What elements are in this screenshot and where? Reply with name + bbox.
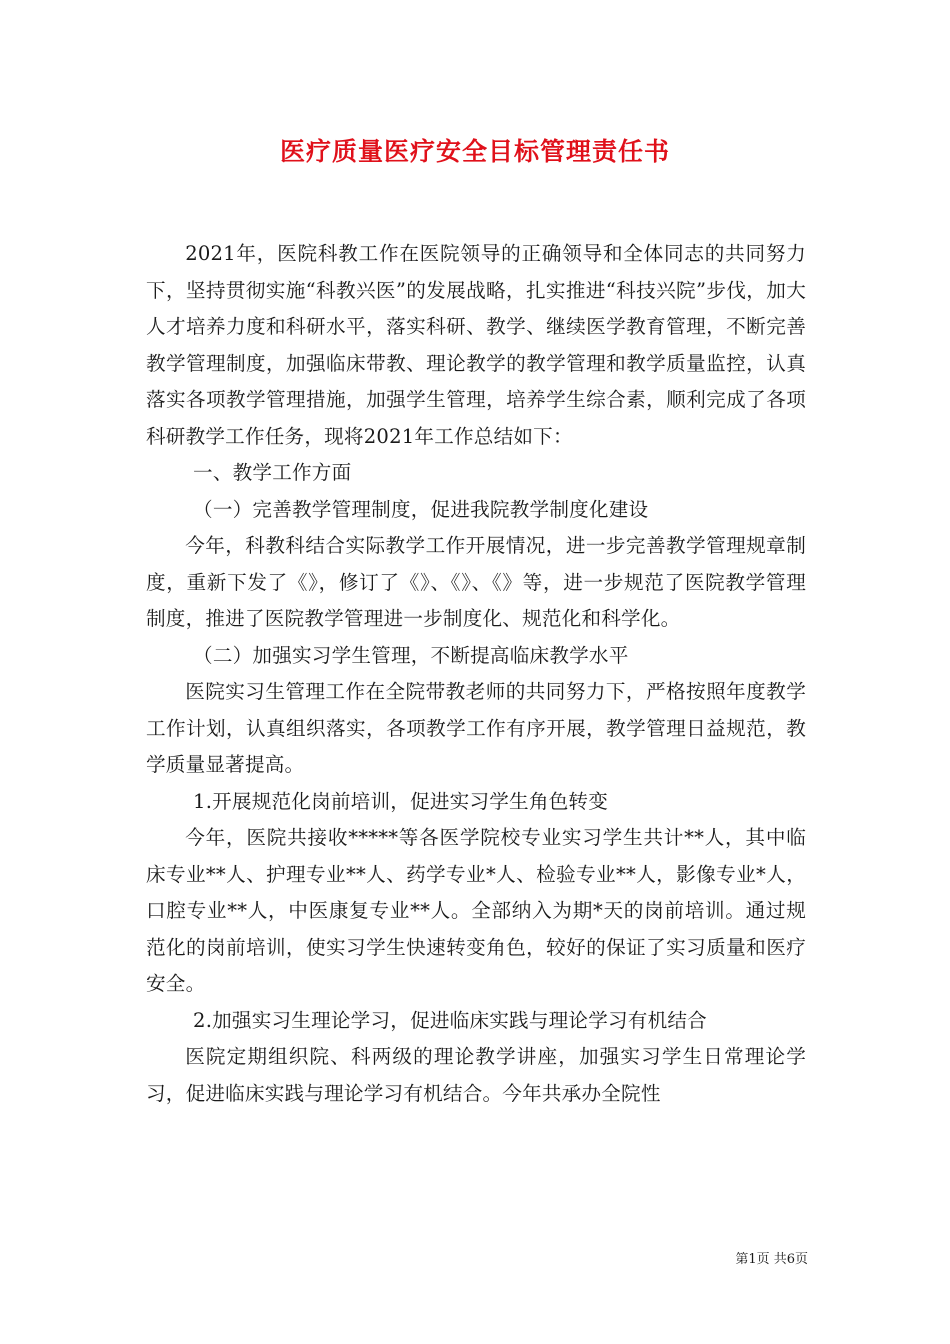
paragraph-intro: 2021年，医院科教工作在医院领导的正确领导和全体同志的共同努力下，坚持贯彻实施“科教兴医”的发展战略，扎实推进“科技兴院”步伐，加大人才培养力度和科研水平，落实科研、教学、继续医学教育管理，不断完善教学管理制度，加强临床带教、理论教学的教学管理和教学质量监控，认真落实各项教学管理措施，加强学生管理，培养学生综合素，顺利完成了各项科研教学工作任务，现将2021年工作总结如下： <box>146 242 806 448</box>
paragraph-pre-job-training: 今年，医院共接收*****等各医学院校专业实习学生共计**人，其中临床专业**人、护理专业**人、药学专业*人、检验专业**人，影像专业*人，口腔专业**人，中医康复专业**人。全部纳入为期*天的岗前培训。通过规范化的岗前培训，使实习学生快速转变角色，较好的保证了实习质量和医疗安全。 <box>146 826 806 995</box>
document-title: 医疗质量医疗安全目标管理责任书 <box>279 137 670 166</box>
paragraph-theory-lectures: 医院定期组织院、科两级的理论教学讲座，加强实习学生日常理论学习，促进临床实践与理论学习有机结合。今年共承办全院性 <box>146 1045 806 1105</box>
page-number: 第1页 共6页 <box>735 1252 808 1267</box>
item-heading-1: 1.开展规范化岗前培训，促进实习学生角色转变 <box>193 789 608 813</box>
section-heading-teaching: 一、教学工作方面 <box>193 461 352 484</box>
paragraph-regulations: 今年，科教科结合实际教学工作开展情况，进一步完善教学管理规章制度，重新下发了《》，修订了《》、《》、《》等，进一步规范了医院教学管理制度，推进了医院教学管理进一步制度化、规范化和科学化。 <box>146 534 806 630</box>
subsection-heading-1: （一）完善教学管理制度，促进我院教学制度化建设 <box>193 497 649 521</box>
subsection-heading-2: （二）加强实习学生管理，不断提高临床教学水平 <box>193 643 629 667</box>
document-body <box>146 236 806 1112</box>
paragraph-intern-management: 医院实习生管理工作在全院带教老师的共同努力下，严格按照年度教学工作计划，认真组织落实，各项教学工作有序开展，教学管理日益规范，教学质量显著提高。 <box>146 680 806 776</box>
item-heading-2: 2.加强实习生理论学习，促进临床实践与理论学习有机结合 <box>193 1008 707 1032</box>
